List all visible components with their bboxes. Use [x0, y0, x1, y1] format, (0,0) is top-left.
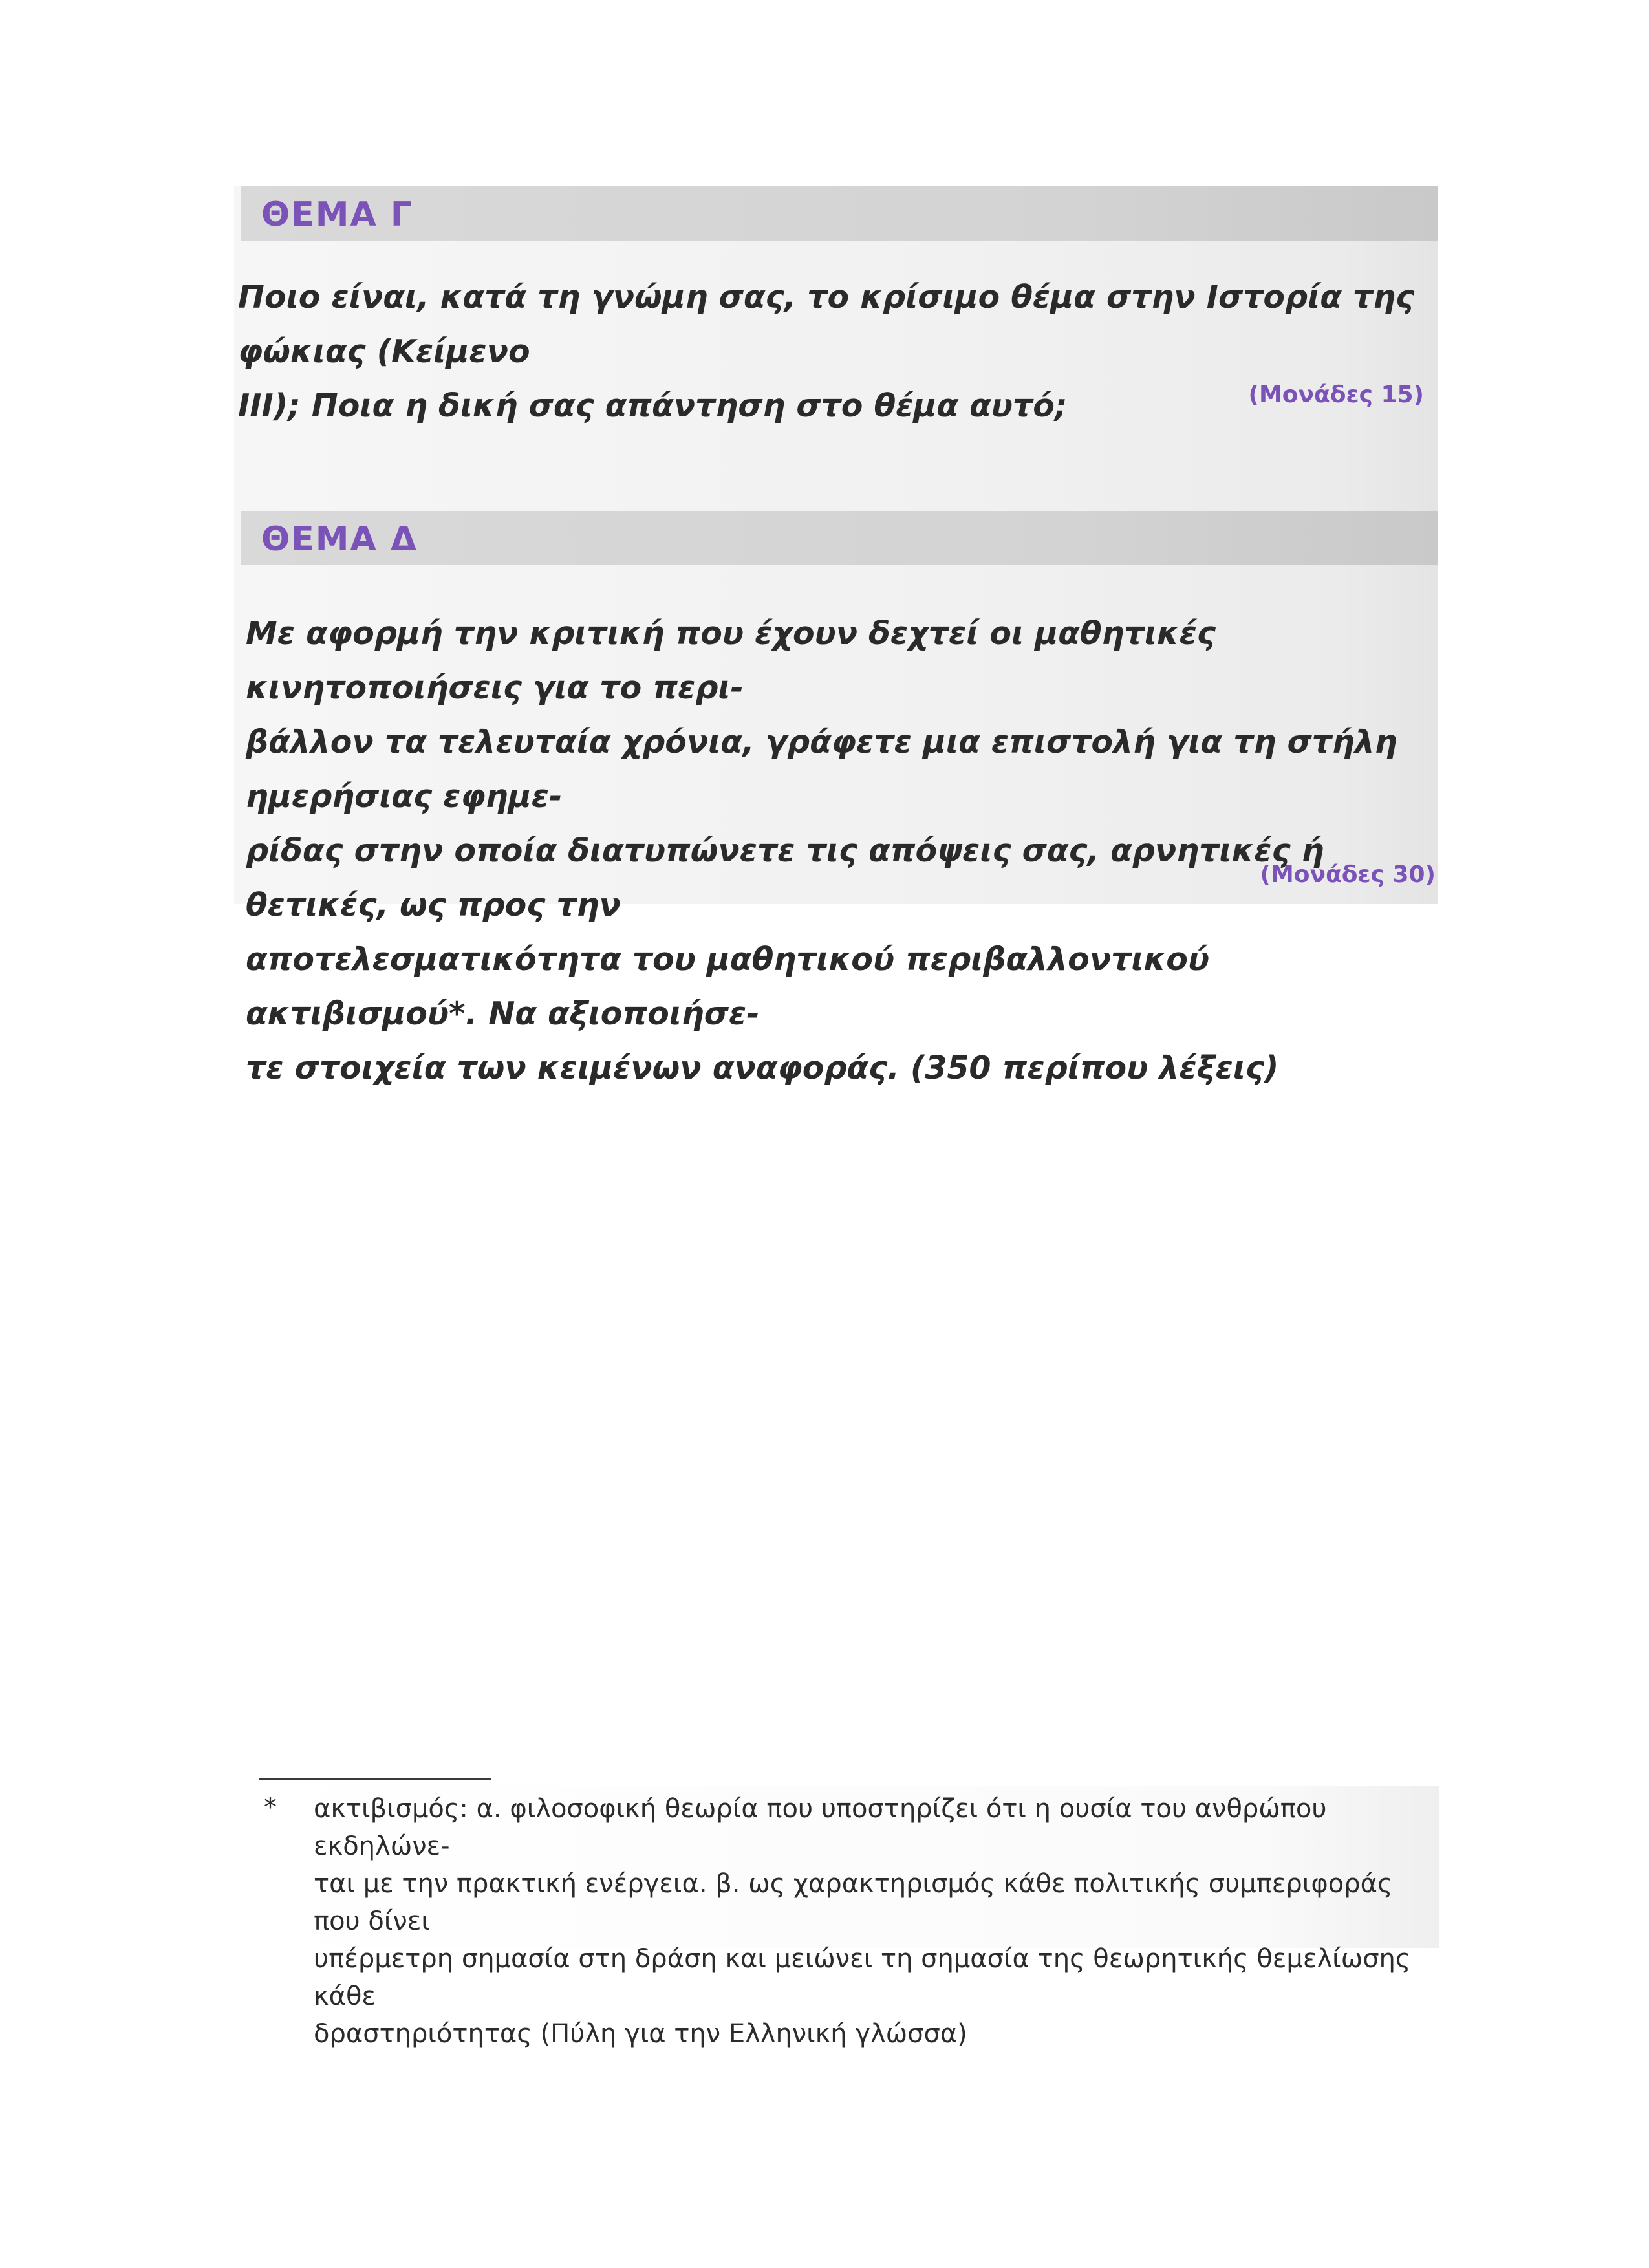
theme-c-question: Ποιο είναι, κατά τη γνώμη σας, το κρίσιμο θέμα στην Ιστορία της φώκιας (Κείμενο ΙΙΙ); Ποια η δική σας απάντηση στο θέμα αυτό;	[238, 279, 1415, 424]
theme-c-title: ΘΕΜΑ Γ	[261, 195, 413, 234]
theme-d-question: Με αφορμή την κριτική που έχουν δεχτεί οι μαθητικές κινητοποιήσεις για το περι- βάλλον τα τελευταία χρόνια, γράφετε μια επιστολή για τη στήλη ημερήσιας εφημε- ρίδας στην οποία διατυπώνετε τις απόψεις σας, αρνητικές ή θετικές, ως προς την αποτελεσματικότητα του μαθητικού περιβαλλοντικού ακτιβισμού*. Να αξιοποιήσε- τε στοιχεία των κειμένων αναφοράς. (350 περίπου λέξεις)	[246, 615, 1397, 1086]
theme-c-header	[241, 186, 1438, 241]
footnote-marker: *	[264, 1793, 277, 1822]
footnote-text: ακτιβισμός: α. φιλοσοφική θεωρία που υποστηρίζει ότι η ουσία του ανθρώπου εκδηλώνε- ται με την πρακτική ενέργεια. β. ως χαρακτηρισμός κάθε πολιτικής συμπεριφοράς που δίνει υπέρμετρη σημασία στη δράση και μειώνει τη σημασία της θεωρητικής θεμελίωσης κάθε δραστηριότητας (Πύλη για την Ελληνική γλώσσα)	[314, 1794, 1411, 2049]
theme-d-units: (Μονάδες 30)	[1260, 861, 1436, 888]
theme-d-title: ΘΕΜΑ Δ	[261, 520, 418, 559]
theme-d-header	[241, 511, 1438, 565]
footnote-divider	[259, 1778, 491, 1780]
theme-c-units: (Μονάδες 15)	[1248, 382, 1424, 408]
